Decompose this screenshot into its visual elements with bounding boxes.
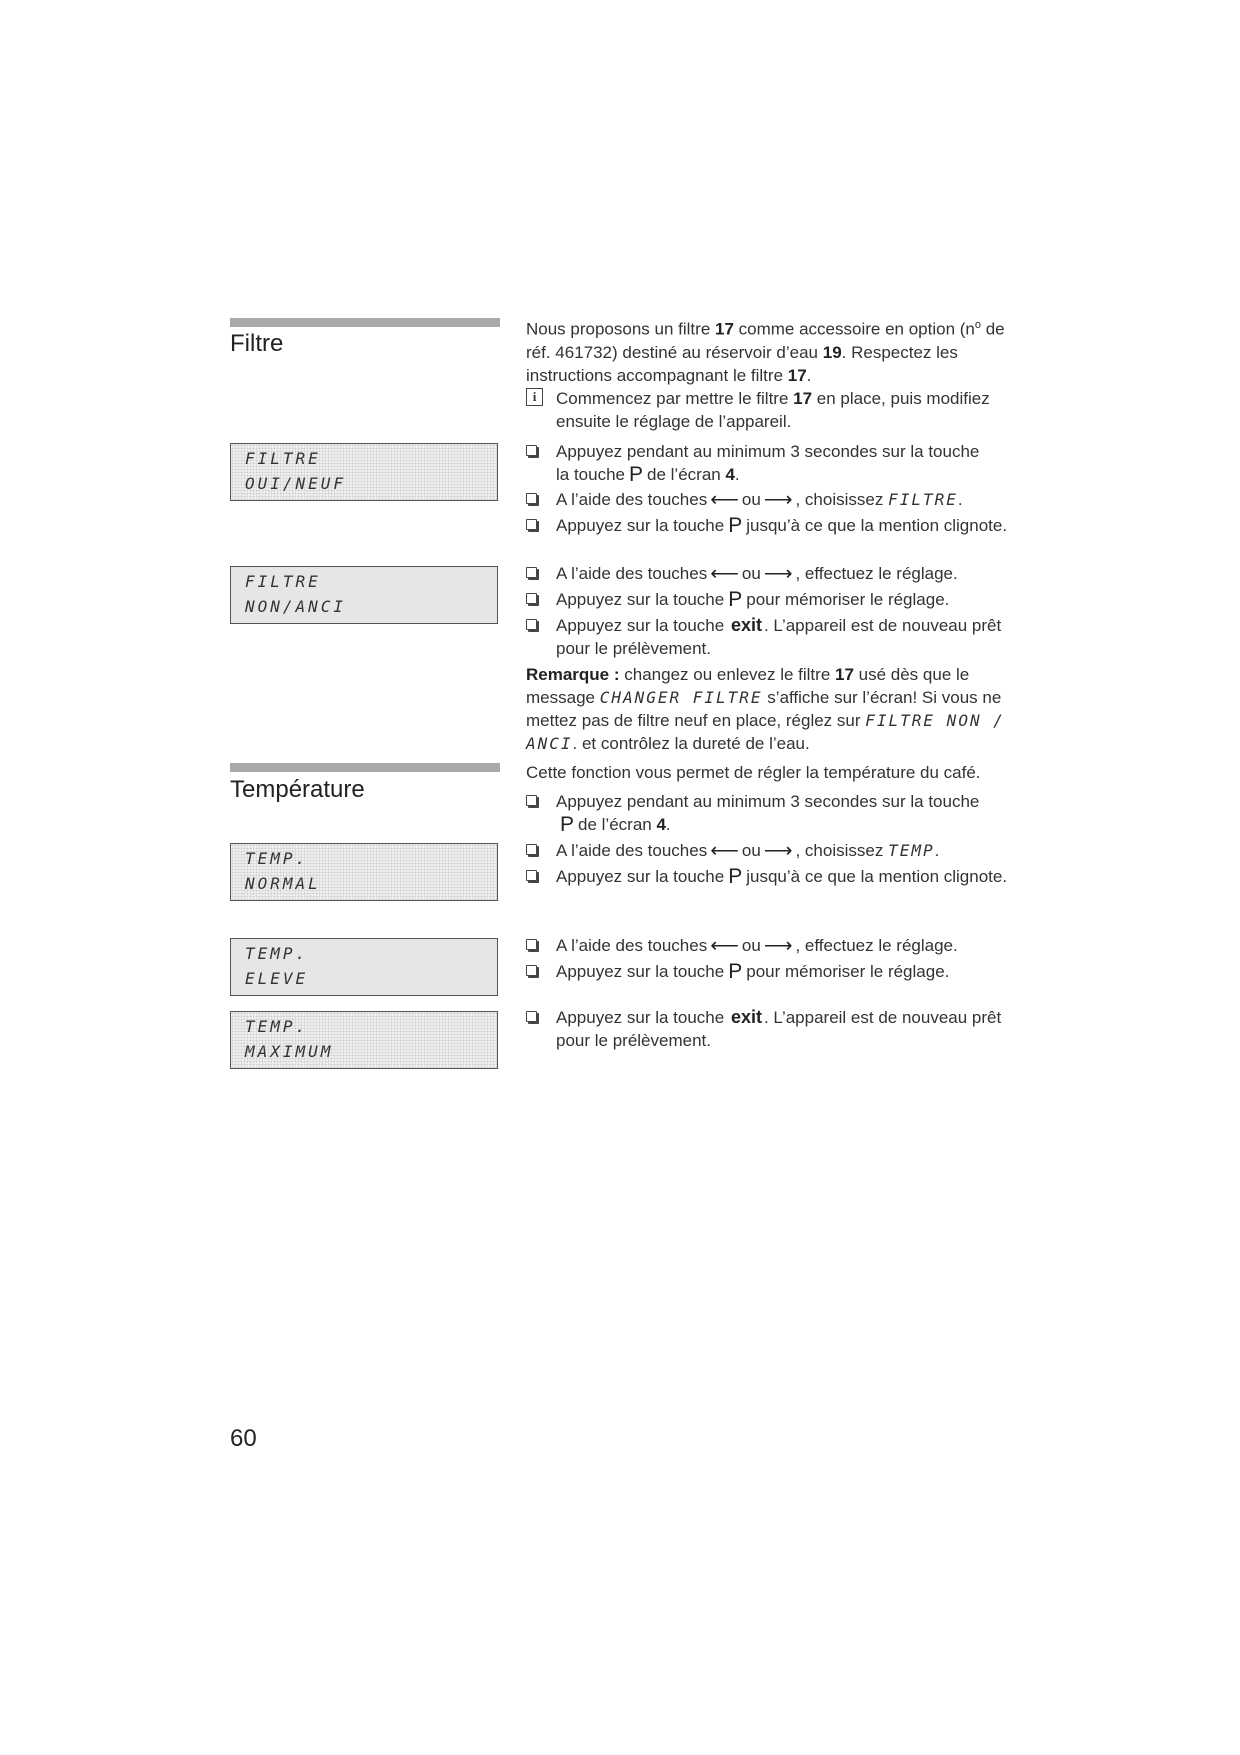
lcd-line-2: MAXIMUM	[245, 1042, 334, 1061]
checkbox-bullet-icon	[526, 445, 537, 456]
filter-remark: Remarque : changez ou enlevez le filtre 17 usé dès que le message CHANGER FILTRE s’affiche sur l’écran! Si vous ne mettez pas de filtre neuf en place, réglez sur FILTRE NON / ANCI. et contrôlez la dureté de l’eau.	[526, 665, 1005, 753]
filter-step-1: Appuyez pendant au minimum 3 secondes sur la touche la touche P de l’écran 4.	[526, 440, 1026, 486]
checkbox-bullet-icon	[526, 593, 537, 604]
temperature-step-4: A l’aide des touches ⟵ ou ⟶ , effectuez le réglage.	[526, 934, 1026, 958]
checkbox-bullet-icon	[526, 567, 537, 578]
lcd-line-1: FILTRE	[245, 449, 321, 468]
checkbox-bullet-icon	[526, 844, 537, 855]
temperature-step-1: Appuyez pendant au minimum 3 secondes sur la touche P de l’écran 4.	[526, 790, 1026, 836]
filter-intro: Nous proposons un filtre 17 comme accessoire en option ($n^o$ de réf. 461732) destiné au réservoir d’eau 19. Respectez les instructions accompagnant le filtre 17.	[526, 319, 1005, 385]
lcd-screen-filter-no-old	[230, 566, 498, 624]
arrow-right-icon: ⟶	[763, 563, 793, 585]
arrow-left-icon: ⟵	[710, 563, 739, 585]
lcd-screen-temp-normal	[230, 843, 498, 901]
checkbox-bullet-icon	[526, 493, 537, 504]
lcd-line-2: ELEVE	[245, 969, 309, 988]
filter-section-bar	[230, 318, 500, 327]
lcd-line-1: TEMP.	[245, 944, 309, 963]
temperature-step-3: Appuyez sur la touche P jusqu’à ce que la mention clignote.	[526, 865, 1026, 888]
p-key-icon: P	[560, 813, 575, 836]
arrow-left-icon: ⟵	[710, 840, 739, 862]
lcd-line-1: FILTRE	[245, 572, 321, 591]
filter-step-5: Appuyez sur la touche P pour mémoriser le réglage.	[526, 588, 1026, 611]
arrow-left-icon: ⟵	[710, 935, 739, 957]
arrow-right-icon: ⟶	[763, 840, 793, 862]
arrow-right-icon: ⟶	[763, 935, 793, 957]
lcd-line-1: TEMP.	[245, 849, 309, 868]
lcd-screen-filter-yes-new	[230, 443, 498, 501]
p-key-icon: P	[728, 865, 743, 888]
temperature-step-2: A l’aide des touches ⟵ ou ⟶ , choisissez TEMP.	[526, 839, 1026, 863]
lcd-line-2: OUI/NEUF	[245, 474, 347, 493]
filter-info-note: i Commencez par mettre le filtre 17 en place, puis modifiez ensuite le réglage de l’appareil.	[526, 387, 1026, 433]
filter-section-title: Filtre	[230, 330, 284, 357]
filter-step-4: A l’aide des touches ⟵ ou ⟶ , effectuez le réglage.	[526, 562, 1026, 586]
p-key-icon: P	[728, 514, 743, 537]
checkbox-bullet-icon	[526, 965, 537, 976]
lcd-screen-temp-maximum	[230, 1011, 498, 1069]
lcd-screen-temp-high	[230, 938, 498, 996]
page-number: 60	[230, 1425, 257, 1452]
lcd-line-2: NORMAL	[245, 874, 321, 893]
checkbox-bullet-icon	[526, 939, 537, 950]
filter-step-6: Appuyez sur la touche exit . L’appareil est de nouveau prêt pour le prélèvement.	[526, 614, 1026, 660]
checkbox-bullet-icon	[526, 870, 537, 881]
temperature-intro: Cette fonction vous permet de régler la température du café.	[526, 763, 981, 782]
p-key-icon: P	[728, 960, 743, 983]
checkbox-bullet-icon	[526, 1011, 537, 1022]
lcd-line-1: TEMP.	[245, 1017, 309, 1036]
temperature-section-title: Température	[230, 776, 365, 803]
p-key-icon: P	[629, 463, 644, 486]
exit-key-icon: exit	[730, 615, 762, 635]
checkbox-bullet-icon	[526, 519, 537, 530]
arrow-left-icon: ⟵	[710, 489, 739, 511]
checkbox-bullet-icon	[526, 795, 537, 806]
info-icon: i	[526, 388, 543, 406]
exit-key-icon: exit	[730, 1007, 762, 1027]
lcd-line-2: NON/ANCI	[245, 597, 347, 616]
filter-step-2: A l’aide des touches ⟵ ou ⟶ , choisissez FILTRE.	[526, 488, 1026, 512]
temperature-step-5: Appuyez sur la touche P pour mémoriser le réglage.	[526, 960, 1026, 983]
arrow-right-icon: ⟶	[763, 489, 793, 511]
temperature-step-6: Appuyez sur la touche exit . L’appareil est de nouveau prêt pour le prélèvement.	[526, 1006, 1026, 1052]
temperature-section-bar	[230, 763, 500, 772]
checkbox-bullet-icon	[526, 619, 537, 630]
filter-step-3: Appuyez sur la touche P jusqu’à ce que la mention clignote.	[526, 514, 1026, 537]
p-key-icon: P	[728, 588, 743, 611]
